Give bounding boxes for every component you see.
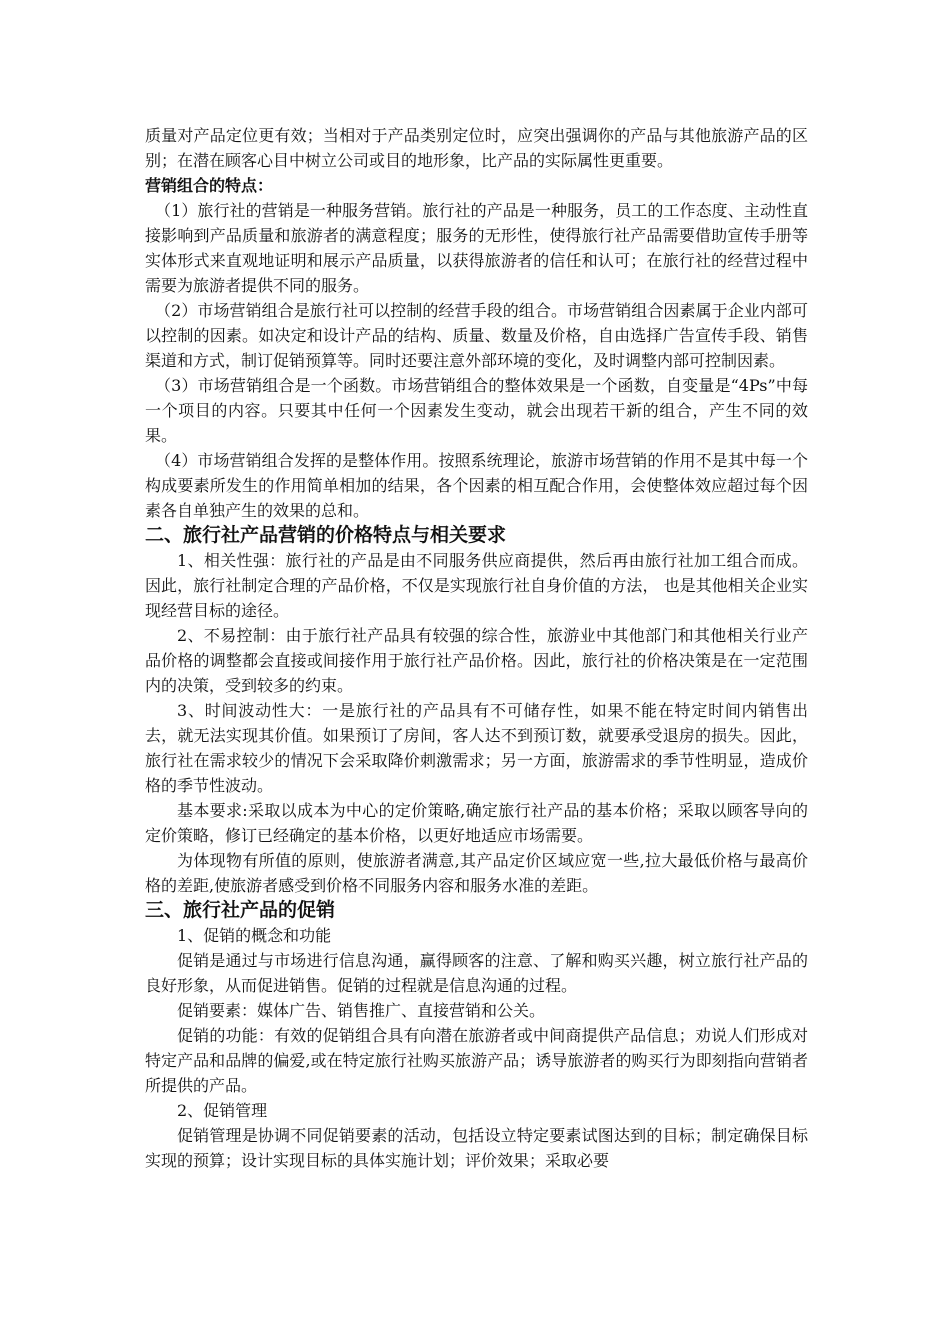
- promotion-elements: 促销要素：媒体广告、销售推广、直接营销和公关。: [177, 1001, 546, 1020]
- section-heading-pricing: 二、旅行社产品营销的价格特点与相关要求: [145, 524, 507, 546]
- promotion-subheading-2: 2、促销管理: [177, 1101, 268, 1120]
- pricing-point-3: 3、时间波动性大：一是旅行社的产品具有不可储存性，如果不能在特定时间内销售出去，就无法实现其价值。如果预订了房间，客人达不到预订数，就要承受退房的损失。因此，旅行社在需求较少的情况下会采取降价刺激需求；另一方面，旅游需求的季节性明显，造成价格的季节性波动。: [145, 701, 808, 795]
- feature-4: （4）市场营销组合发挥的是整体作用。按照系统理论，旅游市场营销的作用不是其中每一个构成要素所发生的作用简单相加的结果，各个因素的相互配合作用，会使整体效应超过每个因素各自单独产生的效果的总和。: [145, 451, 808, 520]
- pricing-basic-requirements: 基本要求:采取以成本为中心的定价策略,确定旅行社产品的基本价格；采取以顾客导向的定价策略，修订已经确定的基本价格，以更好地适应市场需要。: [145, 801, 808, 845]
- pricing-point-2: 2、不易控制：由于旅行社产品具有较强的综合性，旅游业中其他部门和其他相关行业产品价格的调整都会直接或间接作用于旅行社产品价格。因此，旅行社的价格决策是在一定范围内的决策，受到较多的约束。: [145, 626, 808, 695]
- pricing-point-1: 1、相关性强：旅行社的产品是由不同服务供应商提供，然后再由旅行社加工组合而成。因此，旅行社制定合理的产品价格，不仅是实现旅行社自身价值的方法， 也是其他相关企业实现经营目标的途径。: [145, 551, 808, 620]
- section-heading-promotion: 三、旅行社产品的促销: [145, 899, 336, 921]
- promotion-management: 促销管理是协调不同促销要素的活动，包括设立特定要素试图达到的目标；制定确保目标实现的预算；设计实现目标的具体实施计划；评价效果；采取必要: [145, 1126, 808, 1170]
- pricing-value-principle: 为体现物有所值的原则，使旅游者满意,其产品定价区域应宽一些,拉大最低价格与最高价格的差距,使旅游者感受到价格不同服务内容和服务水准的差距。: [145, 851, 808, 895]
- promotion-subheading-1: 1、促销的概念和功能: [177, 926, 332, 945]
- intro-paragraph: 质量对产品定位更有效；当相对于产品类别定位时，应突出强调你的产品与其他旅游产品的区别；在潜在顾客心目中树立公司或目的地形象，比产品的实际属性更重要。: [145, 126, 808, 170]
- feature-3: （3）市场营销组合是一个函数。市场营销组合的整体效果是一个函数，自变量是“4Ps”中每一个项目的内容。只要其中任何一个因素发生变动，就会出现若干新的组合，产生不同的效果。: [145, 376, 808, 445]
- features-heading: 营销组合的特点：: [145, 176, 274, 195]
- promotion-concept: 促销是通过与市场进行信息沟通，赢得顾客的注意、了解和购买兴趣，树立旅行社产品的良好形象，从而促进销售。促销的过程就是信息沟通的过程。: [145, 951, 808, 995]
- document-body: [145, 123, 808, 1173]
- promotion-functions: 促销的功能：有效的促销组合具有向潜在旅游者或中间商提供产品信息；劝说人们形成对特定产品和品牌的偏爱,或在特定旅行社购买旅游产品；诱导旅游者的购买行为即刻指向营销者所提供的产品。: [145, 1026, 808, 1095]
- feature-2: （2）市场营销组合是旅行社可以控制的经营手段的组合。市场营销组合因素属于企业内部可以控制的因素。如决定和设计产品的结构、质量、数量及价格，自由选择广告宣传手段、销售渠道和方式，制订促销预算等。同时还要注意外部环境的变化，及时调整内部可控制因素。: [145, 301, 808, 370]
- feature-1: （1）旅行社的营销是一种服务营销。旅行社的产品是一种服务，员工的工作态度、主动性直接影响到产品质量和旅游者的满意程度；服务的无形性，使得旅行社产品需要借助宣传手册等实体形式来直观地证明和展示产品质量，以获得旅游者的信任和认可；在旅行社的经营过程中需要为旅游者提供不同的服务。: [145, 201, 808, 295]
